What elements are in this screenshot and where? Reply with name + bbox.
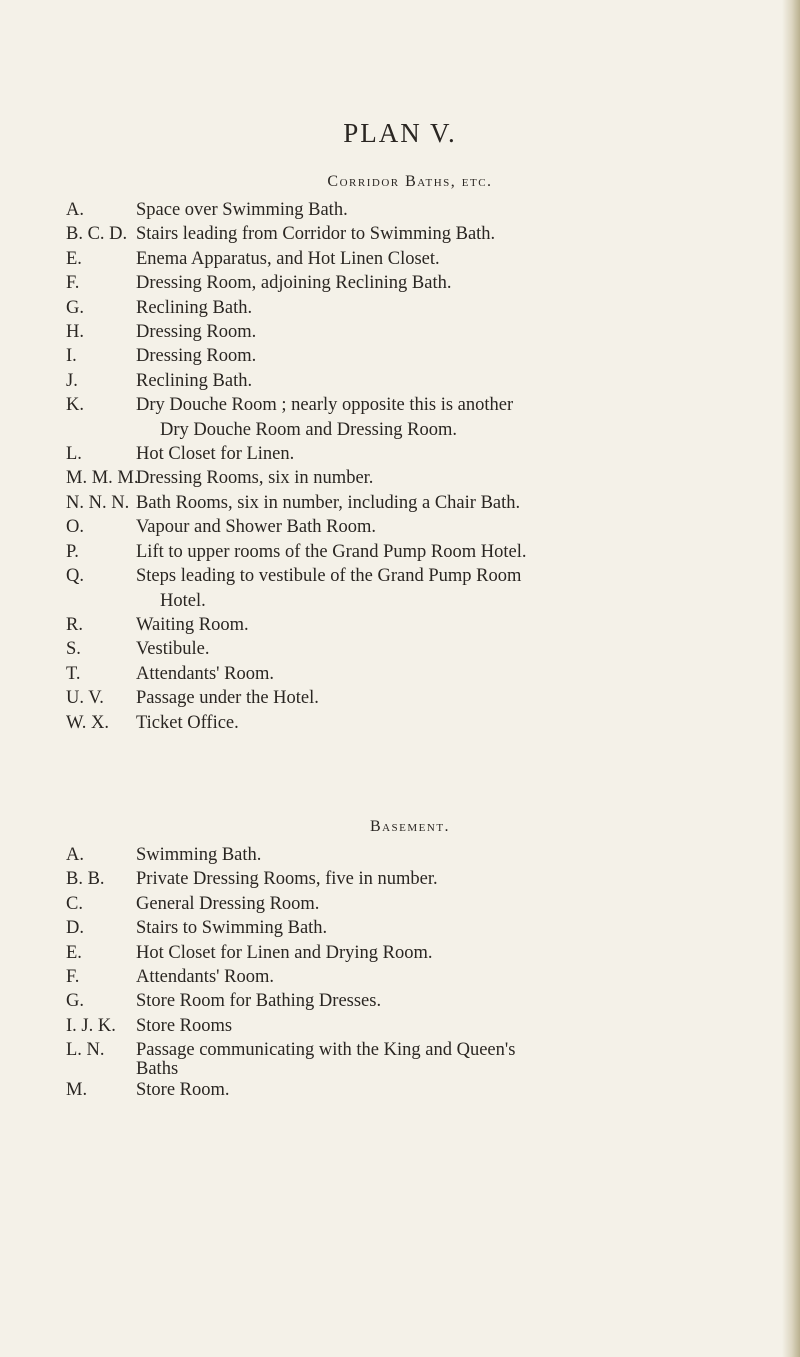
legend-entry <box>66 369 756 393</box>
legend-entry <box>66 442 756 466</box>
legend-entry <box>66 1038 756 1077</box>
legend-description-continuation <box>136 418 756 442</box>
legend-description: Ticket Office. <box>136 712 239 733</box>
legend-description: Steps leading to vestibule of the Grand Pump Room <box>136 566 522 587</box>
section-heading-basement: Basement. <box>369 818 451 835</box>
basement-legend-list <box>66 843 756 1102</box>
legend-description: Stairs to Swimming Bath. <box>136 918 328 939</box>
legend-key: S. <box>66 639 81 660</box>
legend-entry <box>66 892 756 916</box>
legend-entry <box>66 637 756 661</box>
legend-entry <box>66 916 756 940</box>
legend-entry <box>66 564 756 613</box>
legend-entry <box>66 393 756 442</box>
legend-description: Lift to upper rooms of the Grand Pump Room Hotel. <box>136 541 527 562</box>
legend-entry <box>66 686 756 710</box>
legend-description: Swimming Bath. <box>136 845 262 865</box>
legend-description-continuation: Baths <box>136 1058 179 1079</box>
legend-key: L. <box>66 444 82 465</box>
legend-key: H. <box>66 322 84 343</box>
legend-entry <box>66 843 756 867</box>
legend-key: A. <box>66 845 84 865</box>
legend-description: Dressing Rooms, six in number. <box>136 468 374 489</box>
legend-key: Q. <box>66 566 84 587</box>
legend-description: Dressing Room, adjoining Reclining Bath. <box>136 273 452 294</box>
legend-description: Enema Apparatus, and Hot Linen Closet. <box>136 248 440 269</box>
legend-key: E. <box>66 248 82 269</box>
legend-entry <box>66 198 756 222</box>
legend-entry <box>66 1078 756 1102</box>
legend-key: I. <box>66 346 77 367</box>
legend-description: Dressing Room. <box>136 322 257 343</box>
legend-description: Reclining Bath. <box>136 297 253 318</box>
legend-entry <box>66 222 756 246</box>
legend-key: D. <box>66 918 84 939</box>
legend-entry <box>66 711 756 735</box>
legend-description: Bath Rooms, six in number, including a Chair Bath. <box>136 492 521 513</box>
legend-description-continuation <box>136 589 756 613</box>
legend-key: C. <box>66 893 83 914</box>
legend-description: Space over Swimming Bath. <box>136 200 348 220</box>
legend-description: Hot Closet for Linen. <box>136 444 295 465</box>
legend-description: Attendants' Room. <box>136 663 274 684</box>
corridor-baths-legend-list <box>66 198 756 735</box>
legend-entry <box>66 491 756 515</box>
legend-description: Store Room for Bathing Dresses. <box>136 991 382 1012</box>
legend-entry <box>66 296 756 320</box>
legend-key: B. B. <box>66 869 105 890</box>
legend-entry <box>66 613 756 637</box>
legend-entry <box>66 941 756 965</box>
legend-description: General Dressing Room. <box>136 893 320 914</box>
legend-entry <box>66 247 756 271</box>
legend-key: F. <box>66 273 80 294</box>
legend-key: G. <box>66 297 84 318</box>
legend-key: A. <box>66 200 84 220</box>
legend-entry <box>66 466 756 490</box>
legend-key: N. N. N. <box>66 492 130 513</box>
legend-entry <box>66 320 756 344</box>
legend-description: Hot Closet for Linen and Drying Room. <box>136 942 433 963</box>
legend-description: Passage under the Hotel. <box>136 688 319 709</box>
legend-description: Attendants' Room. <box>136 967 274 988</box>
legend-description: Private Dressing Rooms, five in number. <box>136 869 438 890</box>
legend-entry <box>66 271 756 295</box>
legend-key: F. <box>66 967 80 988</box>
legend-continuation-text: Hotel. <box>160 590 206 611</box>
section-heading-corridor-baths: Corridor Baths, etc. <box>327 173 493 190</box>
legend-description: Passage communicating with the King and Queen's <box>136 1040 516 1061</box>
legend-entry <box>66 867 756 891</box>
legend-entry <box>66 540 756 564</box>
plan-title: PLAN V. <box>343 118 457 148</box>
legend-description: Reclining Bath. <box>136 370 253 391</box>
legend-key: R. <box>66 614 83 635</box>
page-edge-shadow <box>782 0 800 1357</box>
legend-key: B. C. D. <box>66 224 128 245</box>
legend-description: Vestibule. <box>136 639 210 660</box>
legend-key: O. <box>66 517 84 538</box>
legend-key: G. <box>66 991 84 1012</box>
legend-key: M. M. M. <box>66 468 139 489</box>
legend-entry <box>66 1014 756 1038</box>
legend-key: T. <box>66 663 81 684</box>
legend-key: J. <box>66 370 78 391</box>
legend-description: Store Rooms <box>136 1015 233 1036</box>
legend-entry <box>66 344 756 368</box>
legend-key: K. <box>66 395 84 416</box>
legend-description: Vapour and Shower Bath Room. <box>136 517 376 538</box>
legend-key: M. <box>66 1079 88 1100</box>
legend-description: Dressing Room. <box>136 346 257 367</box>
legend-key: E. <box>66 942 82 963</box>
legend-key: P. <box>66 541 79 562</box>
legend-description: Waiting Room. <box>136 614 249 635</box>
legend-entry <box>66 515 756 539</box>
legend-key: U. V. <box>66 688 104 709</box>
legend-key: I. J. K. <box>66 1015 116 1036</box>
legend-entry <box>66 989 756 1013</box>
legend-description: Stairs leading from Corridor to Swimming Bath. <box>136 224 496 245</box>
legend-key: L. N. <box>66 1040 105 1061</box>
legend-key: W. X. <box>66 712 109 733</box>
legend-description: Store Room. <box>136 1079 230 1100</box>
legend-entry <box>66 662 756 686</box>
legend-continuation-text: Dry Douche Room and Dressing Room. <box>160 419 457 440</box>
legend-entry <box>66 965 756 989</box>
legend-description: Dry Douche Room ; nearly opposite this is another <box>136 395 514 416</box>
